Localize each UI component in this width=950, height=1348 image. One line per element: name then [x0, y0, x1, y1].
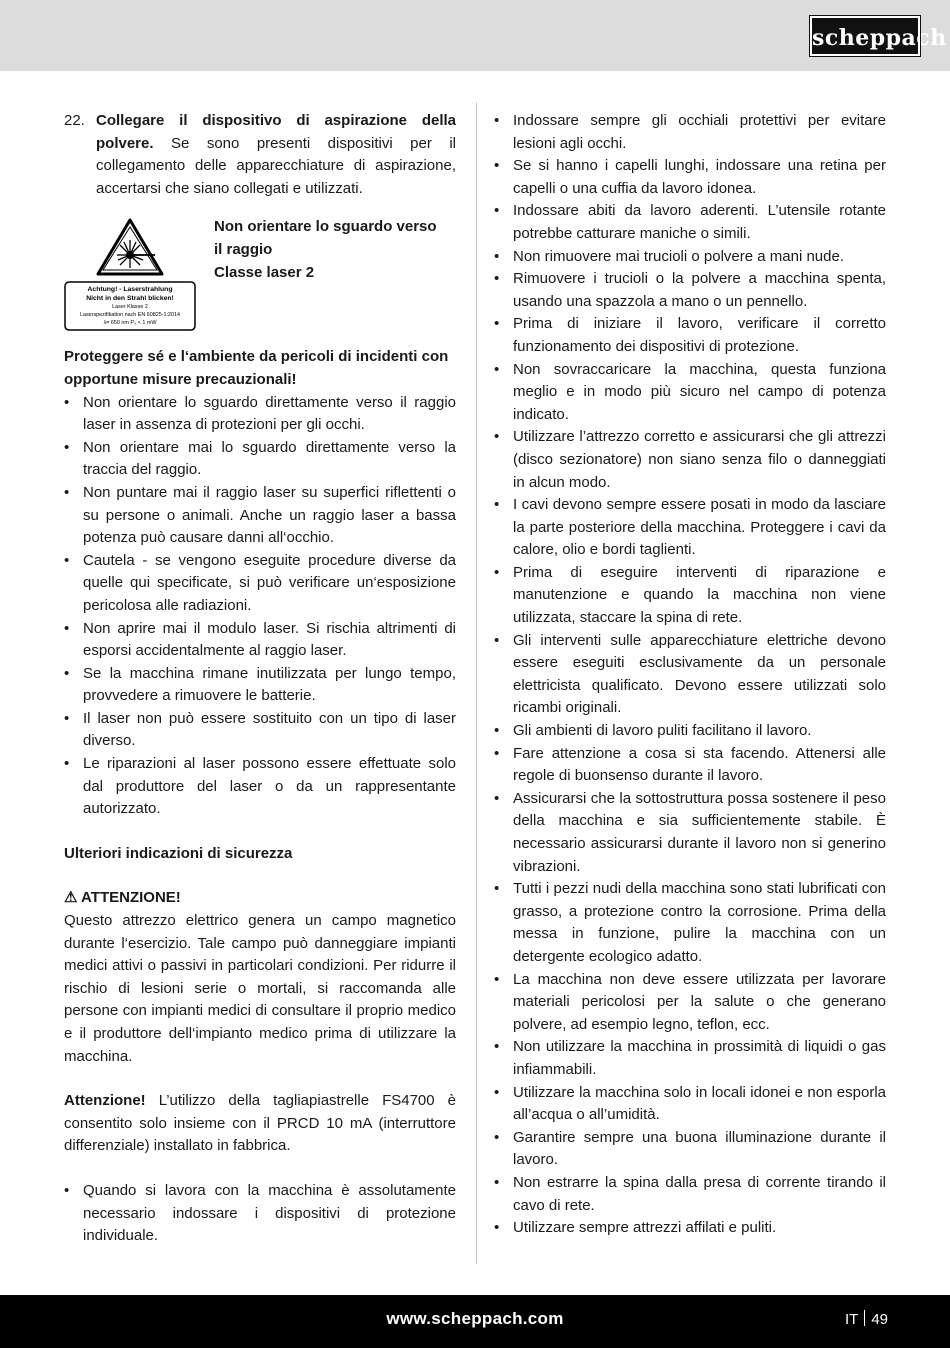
list-item: • Indossare abiti da lavoro aderenti. L’utensile rotante potrebbe catturare maniche o simili.: [494, 200, 886, 245]
laser-sign-line4: Laserspezifikation nach EN 60825-1:2014: [79, 312, 181, 319]
item-body: Se sono presenti dispositivi per il collegamento delle apparecchiature di aspirazione, accertarsi che siano collegati e utilizzati.: [96, 134, 456, 197]
item-number: 22.: [64, 112, 85, 129]
list-item: • Il laser non può essere sostituito con un tipo di laser diverso.: [64, 708, 456, 753]
right-column: [494, 110, 886, 1240]
list-item: • Rimuovere i trucioli o la polvere a macchina spenta, usando una spazzola a mano o un pennello.: [494, 268, 886, 313]
item-bold-title: Collegare il dispositivo di aspirazione della polvere.: [96, 112, 456, 152]
list-item: • Gli interventi sulle apparecchiature elettriche devono essere eseguiti esclusivamente da un personale elettricista qualificato. Devono essere utilizzati solo ricambi originali.: [494, 630, 886, 720]
list-item: • Se si hanno i capelli lunghi, indossare una retina per capelli o una cuffia da lavoro idonea.: [494, 155, 886, 200]
general-safety-list: [494, 110, 886, 1240]
list-item: • Non puntare mai il raggio laser su superfici riflettenti o su persone o animali. Anche un raggio laser a bassa potenza può causare danni all‘occhio.: [64, 482, 456, 550]
left-column: [64, 110, 456, 1248]
scheppach-logo: scheppach: [810, 16, 920, 56]
list-item: • Prima di eseguire interventi di riparazione e manutenzione e quando la macchina non viene utilizzata, staccare la spina di rete.: [494, 562, 886, 630]
further-safety-heading: Ulteriori indicazioni di sicurezza: [64, 844, 293, 862]
list-item: • Cautela - se vengono eseguite procedure diverse da quelle qui specificate, si può verificare un‘esposizione pericolosa alle radiazioni.: [64, 550, 456, 618]
laser-warning-block: [64, 216, 456, 346]
list-item: • I cavi devono sempre essere posati in modo da lasciare la parte posteriore della macchina. Proteggere i cavi da calore, olio e bordi taglienti.: [494, 494, 886, 562]
numbered-item-22: [64, 110, 456, 200]
laser-caption-line2: il raggio: [214, 240, 273, 258]
prcd-note-bold: Attenzione!: [64, 1092, 146, 1110]
list-item: • Gli ambienti di lavoro puliti facilitano il lavoro.: [494, 720, 886, 743]
list-item: • Utilizzare l’attrezzo corretto e assicurarsi che gli attrezzi (disco sezionatore) non siano senza filo o danneggiati in alcun modo.: [494, 426, 886, 494]
page-header: [0, 0, 950, 71]
list-item: • Non sovraccaricare la macchina, questa funziona meglio e in modo più sicuro nel campo di potenza indicato.: [494, 359, 886, 427]
list-item: • Non orientare mai lo sguardo direttamente verso la traccia del raggio.: [64, 437, 456, 482]
list-item: • Non aprire mai il modulo laser. Si rischia altrimenti di esporsi accidentalmente al raggio laser.: [64, 618, 456, 663]
prcd-note-text: L’utilizzo della tagliapiastrelle FS4700 è consentito solo insieme con il PRCD 10 mA (interruttore differenziale) installato in fabbrica.: [64, 1092, 456, 1155]
list-item: • Assicurarsi che la sottostruttura possa sostenere il peso della macchina e sia sufficientemente stabile. È necessario assicurarsi durante il lavoro non si generino vibrazioni.: [494, 788, 886, 878]
laser-caption-line3: Classe laser 2: [214, 263, 315, 281]
laser-caption: [214, 216, 464, 284]
list-item: • Non estrarre la spina dalla presa di corrente tirando il cavo di rete.: [494, 1172, 886, 1217]
list-item: • Utilizzare la macchina solo in locali idonei e non esporla all’acqua o all’umidità.: [494, 1082, 886, 1127]
list-item: • Se la macchina rimane inutilizzata per lungo tempo, provvedere a rimuovere le batterie.: [64, 663, 456, 708]
language-code: IT: [844, 1311, 859, 1328]
protection-list: [64, 1180, 456, 1248]
laser-sign-line2: Nicht in den Strahl blicken!: [86, 295, 174, 303]
laser-caption-line1: Non orientare lo sguardo verso: [214, 218, 437, 236]
item-text: [96, 110, 456, 200]
page-number: 49: [871, 1311, 888, 1328]
list-item: • Non orientare lo sguardo direttamente verso il raggio laser in assenza di protezioni per gli occhi.: [64, 392, 456, 437]
laser-sign-line1: Achtung! - Laserstrahlung: [87, 286, 173, 294]
page-separator: [864, 1310, 865, 1326]
list-item: • Le riparazioni al laser possono essere effettuate solo dal produttore del laser o da un rappresentante autorizzato.: [64, 753, 456, 821]
prcd-note: [64, 1090, 456, 1158]
list-item: • Indossare sempre gli occhiali protettivi per evitare lesioni agli occhi.: [494, 110, 886, 155]
list-item: • Fare attenzione a cosa si sta facendo. Attenersi alle regole di buonsenso durante il lavoro.: [494, 743, 886, 788]
website-link[interactable]: www.scheppach.com: [386, 1309, 564, 1328]
list-item: • Utilizzare sempre attrezzi affilati e puliti.: [494, 1217, 886, 1240]
page-indicator: [845, 1310, 888, 1328]
list-item: • Quando si lavora con la macchina è assolutamente necessario indossare i dispositivi di protezione individuale.: [64, 1180, 456, 1248]
attention-text: Questo attrezzo elettrico genera un campo magnetico durante l‘esercizio. Tale campo può danneggiare impianti medici attivi o passivi in particolari condizioni. Per ridurre il rischio di lesioni serie o mortali, si raccomanda alle persone con impianti medici di consultare il proprio medico e il produttore dell‘impianto medico prima di utilizzare la macchina.: [64, 912, 456, 1065]
laser-safety-list: [64, 392, 456, 821]
list-item: • Non rimuovere mai trucioli o polvere a mani nude.: [494, 246, 886, 269]
list-item: • Non utilizzare la macchina in prossimità di liquidi o gas infiammabili.: [494, 1036, 886, 1081]
attention-heading: ⚠ ATTENZIONE!: [64, 889, 181, 907]
list-item: • Tutti i pezzi nudi della macchina sono stati lubrificati con grasso, a protezione contro la corrosione. Prima della messa in funzione, pulire la macchina con un detergente ecologico adatto.: [494, 878, 886, 968]
laser-warning-sign: [64, 216, 196, 331]
laser-sign-line5: λ= 650 nm P₀ < 1 mW: [103, 320, 157, 327]
list-item: • Prima di iniziare il lavoro, verificare il corretto funzionamento dei dispositivi di protezione.: [494, 313, 886, 358]
list-item: • Garantire sempre una buona illuminazione durante il lavoro.: [494, 1127, 886, 1172]
list-item: • La macchina non deve essere utilizzata per lavorare materiali pericolosi per la salute o che generano polvere, ad esempio legno, teflon, ecc.: [494, 969, 886, 1037]
page-footer: [0, 1295, 950, 1348]
protect-heading: Proteggere sé e l‘ambiente da pericoli di incidenti con opportune misure precauzionali!: [64, 348, 449, 388]
laser-sign-line3: Laser Klasse 2: [112, 304, 148, 311]
column-divider: [476, 102, 477, 1264]
